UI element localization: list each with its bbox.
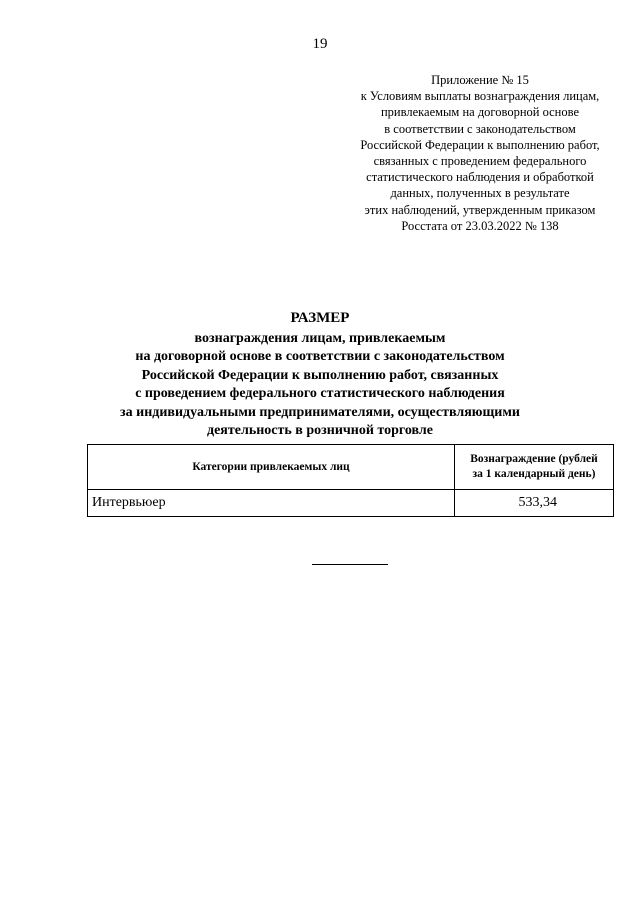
appendix-line: данных, полученных в результате bbox=[390, 186, 570, 201]
appendix-reference bbox=[330, 72, 630, 234]
appendix-line: Росстата от 23.03.2022 № 138 bbox=[401, 218, 559, 233]
table-header-row bbox=[88, 445, 614, 490]
appendix-line: к Условиям выплаты вознаграждения лицам, bbox=[360, 89, 600, 104]
header-reward-line2: за 1 календарный день) bbox=[472, 468, 596, 480]
appendix-line: связанных с проведением федерального bbox=[373, 154, 587, 169]
appendix-line: статистического наблюдения и обработкой bbox=[366, 170, 594, 185]
appendix-line: этих наблюдений, утвержденным приказом bbox=[364, 202, 596, 217]
appendix-line: в соответствии с законодательством bbox=[384, 121, 576, 136]
header-category: Категории привлекаемых лиц bbox=[88, 445, 455, 490]
title-line: Российской Федерации к выполнению работ, связанных bbox=[141, 367, 499, 383]
reward-table bbox=[87, 444, 614, 517]
title-line: вознаграждения лицам, привлекаемым bbox=[194, 331, 446, 346]
header-reward-line1: Вознаграждение (рублей bbox=[470, 453, 598, 465]
end-separator-line bbox=[312, 564, 388, 565]
title-heading: РАЗМЕР bbox=[290, 310, 350, 326]
header-reward bbox=[455, 445, 614, 490]
title-line: с проведением федерального статистического наблюдения bbox=[135, 386, 505, 402]
title-line: за индивидуальными предпринимателями, осуществляющими bbox=[120, 404, 520, 420]
page-number: 19 bbox=[312, 36, 328, 52]
appendix-line: Российской Федерации к выполнению работ, bbox=[360, 137, 600, 152]
table-row bbox=[88, 490, 614, 517]
cell-category: Интервьюер bbox=[88, 490, 455, 517]
appendix-line: Приложение № 15 bbox=[431, 73, 529, 87]
appendix-line: привлекаемым на договорной основе bbox=[380, 105, 579, 120]
cell-reward: 533,34 bbox=[455, 490, 614, 517]
document-title bbox=[0, 308, 640, 440]
title-line: на договорной основе в соответствии с законодательством bbox=[135, 349, 505, 365]
title-line: деятельность в розничной торговле bbox=[207, 423, 433, 439]
